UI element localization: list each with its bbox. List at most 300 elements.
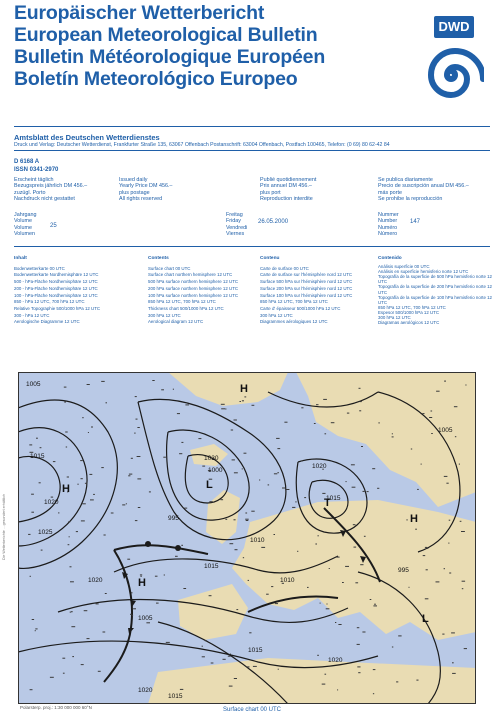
title-fr: Bulletin Météorologique Européen	[14, 46, 326, 68]
station-plot-mark	[360, 401, 362, 402]
station-plot-mark	[359, 410, 361, 411]
station-plot-mark	[454, 406, 458, 407]
station-plot-mark	[132, 615, 133, 616]
station-plot-mark	[455, 436, 456, 437]
spiral-logo-icon	[418, 42, 484, 108]
contents-item: Surface 500 hPa sur l'hémisphère nord 12 UTC	[260, 279, 353, 285]
station-plot-mark	[35, 630, 36, 631]
isobar-label: 1005	[26, 381, 41, 388]
station-plot-mark	[297, 551, 298, 552]
station-plot-mark	[126, 503, 127, 504]
station-plot-mark	[84, 610, 88, 611]
station-plot-mark	[101, 467, 104, 468]
station-plot-mark	[295, 501, 296, 502]
station-plot-mark	[284, 422, 287, 423]
station-plot-mark	[131, 592, 133, 593]
contents-heading: Contents	[148, 256, 169, 261]
station-plot-mark	[81, 478, 83, 479]
station-plot-mark	[30, 689, 33, 690]
station-plot-mark	[240, 401, 241, 402]
station-plot-mark	[31, 494, 34, 495]
station-plot-mark	[374, 604, 376, 605]
projection-note: Polarsterp. proj.: 1:30 000 000 60°N	[20, 705, 92, 710]
station-plot-mark	[251, 511, 254, 512]
contents-item: Relative Topographie 500/1000 hPa 12 UTC	[14, 305, 101, 311]
station-plot-mark	[249, 632, 251, 633]
station-plot-mark	[87, 638, 90, 639]
contents-item: Aerological diagram 12 UTC	[148, 319, 204, 325]
station-plot-mark	[231, 430, 233, 431]
station-plot-mark	[71, 611, 73, 612]
station-plot-mark	[175, 556, 178, 557]
isobar-label: 1030	[204, 455, 219, 462]
station-plot-mark	[82, 417, 84, 418]
volume-value: 25	[50, 223, 57, 229]
station-plot-mark	[105, 593, 107, 594]
station-plot-mark	[292, 507, 295, 508]
station-plot-mark	[274, 473, 277, 474]
contents-item: 300 - hPa 12 UTC	[14, 312, 50, 318]
dwd-logo	[416, 8, 486, 108]
station-plot-mark	[155, 576, 158, 577]
station-plot-mark	[449, 573, 451, 574]
station-plot-mark	[304, 497, 306, 498]
station-plot-mark	[246, 520, 249, 521]
station-plot-mark	[50, 677, 54, 678]
weather-map-svg	[18, 372, 476, 704]
station-plot-mark	[342, 582, 344, 583]
contents-item: 500 hPa surface northern hemisphere 12 UTC	[148, 279, 239, 285]
station-plot-mark	[62, 658, 65, 659]
station-plot-mark	[137, 478, 141, 479]
station-plot-mark	[131, 458, 133, 459]
station-plot-mark	[431, 411, 433, 412]
station-plot-mark	[140, 574, 142, 575]
contents-item: Thickness chart 500/1000 hPa 12 UTC	[148, 305, 224, 311]
station-plot-mark	[337, 689, 338, 690]
station-plot-mark	[234, 678, 237, 679]
station-plot-mark	[221, 408, 225, 409]
subscription-es: Se publica diariamente Precio de suscripción anual DM 456.– más porte Se prohibe la reproducción	[378, 177, 469, 203]
station-plot-mark	[64, 387, 67, 388]
contents-item: 850 hPa 12 UTC, 700 hPa 12 UTC	[260, 299, 328, 305]
station-plot-mark	[29, 444, 32, 445]
contents-item: 850 - hPa 12 UTC, 700 hPa 12 UTC	[14, 299, 85, 305]
station-plot-mark	[181, 545, 183, 546]
volume-labels: Jahrgang Volume Volume Volumen	[14, 212, 37, 238]
high-pressure-symbol: H	[138, 577, 146, 589]
station-plot-mark	[261, 547, 265, 548]
station-plot-mark	[316, 404, 319, 405]
station-plot-mark	[425, 598, 429, 599]
station-plot-mark	[449, 520, 451, 521]
station-plot-mark	[134, 433, 135, 434]
station-plot-mark	[378, 422, 379, 423]
station-plot-mark	[234, 420, 237, 421]
contents-column-de	[14, 256, 126, 326]
station-plot-mark	[259, 480, 260, 481]
station-plot-mark	[234, 472, 238, 473]
station-plot-mark	[129, 474, 132, 475]
station-plot-mark	[135, 520, 138, 521]
station-plot-mark	[358, 672, 360, 673]
station-plot-mark	[327, 604, 328, 605]
isobar-label: 995	[398, 567, 409, 574]
contents-column-es	[378, 256, 494, 325]
station-plot-mark	[353, 524, 356, 525]
station-plot-mark	[87, 384, 90, 385]
isobar-label: 1020	[88, 577, 103, 584]
station-plot-mark	[88, 432, 89, 433]
station-plot-mark	[247, 666, 250, 667]
station-plot-mark	[429, 417, 432, 418]
header-rule	[14, 126, 490, 127]
station-plot-mark	[68, 521, 70, 522]
station-plot-mark	[70, 581, 74, 582]
dwd-logo-text: DWD	[434, 16, 474, 38]
station-plot-mark	[161, 389, 164, 390]
document-number: D 6168 A	[14, 159, 40, 165]
station-plot-mark	[180, 689, 183, 690]
station-plot-mark	[355, 582, 358, 583]
isobar-label: 1015	[30, 453, 45, 460]
contents-rule	[14, 246, 490, 247]
contents-item: 300 hPa 12 UTC	[378, 315, 411, 321]
station-plot-mark	[101, 381, 105, 382]
station-plot-mark	[104, 535, 106, 536]
subscription-fr: Publié quotidiennement Prix annuel DM 456.– plus port Reproduction interdite	[260, 177, 317, 203]
contents-item: Aerologische Diagramme 12 UTC	[14, 319, 80, 325]
station-plot-mark	[242, 400, 244, 401]
isobar-label: 995	[168, 515, 179, 522]
contents-item: Surface 200 hPa sur l'hémisphère nord 12 UTC	[260, 285, 353, 291]
station-plot-mark	[93, 494, 95, 495]
station-plot-mark	[462, 588, 464, 589]
station-plot-mark	[58, 512, 59, 513]
document-number-block	[14, 158, 58, 174]
station-plot-mark	[106, 402, 108, 403]
station-plot-mark	[221, 499, 224, 500]
contents-item: 300 hPa 12 UTC	[148, 312, 181, 318]
station-plot-mark	[70, 566, 72, 567]
station-plot-mark	[209, 595, 212, 596]
station-plot-mark	[229, 686, 233, 687]
station-plot-mark	[85, 483, 88, 484]
station-plot-mark	[461, 531, 465, 532]
station-plot-mark	[138, 507, 141, 508]
station-plot-mark	[91, 427, 93, 428]
warm-front-semicircle	[175, 545, 181, 551]
contents-item: Bodenwetterkarte Nordhemisphäre 12 UTC	[14, 272, 99, 278]
station-plot-mark	[336, 557, 339, 558]
subscription-de: Erscheint täglich Bezugspreis jährlich DM 456.– zuzügl. Porto Nachdruck nicht gestattet	[14, 177, 88, 203]
station-plot-mark	[64, 402, 66, 403]
station-plot-mark	[427, 548, 429, 549]
station-plot-mark	[357, 627, 360, 628]
station-plot-mark	[331, 422, 335, 423]
contents-item: Topografía de la superficie de 100 hPa hemisferio norte 12 UTC	[378, 294, 492, 305]
contents-item: 200 - hPa-Fläche Nordhemisphäre 12 UTC	[14, 285, 98, 291]
station-plot-mark	[396, 681, 398, 682]
station-plot-mark	[335, 622, 336, 623]
station-plot-mark	[301, 407, 303, 408]
station-plot-mark	[301, 460, 303, 461]
station-plot-mark	[278, 669, 279, 670]
isobar-label: 1020	[138, 687, 153, 694]
station-plot-mark	[326, 608, 330, 609]
isobar-label: 1010	[280, 577, 295, 584]
station-plot-mark	[235, 549, 238, 550]
station-plot-mark	[63, 673, 65, 674]
weekday-labels: Freitag Friday Vendredi Viernes	[226, 212, 248, 238]
station-plot-mark	[67, 477, 69, 478]
title-en: European Meteorological Bulletin	[14, 24, 318, 46]
station-plot-mark	[209, 501, 212, 502]
station-plot-mark	[252, 405, 255, 406]
station-plot-mark	[415, 529, 417, 530]
station-plot-mark	[425, 547, 427, 548]
station-plot-mark	[230, 654, 231, 655]
station-plot-mark	[422, 413, 424, 414]
station-plot-mark	[345, 566, 349, 567]
station-plot-mark	[128, 475, 130, 476]
station-plot-mark	[359, 388, 361, 389]
station-plot-mark	[322, 684, 326, 685]
station-plot-mark	[364, 536, 366, 537]
contents-item: Análisis superficie 00 UTC	[378, 264, 430, 270]
contents-item: Surface chart northern hemisphere 12 UTC	[148, 272, 233, 278]
station-plot-mark	[329, 568, 330, 569]
side-note: Die Wetterberichte ... gesondert erhältlich	[2, 493, 6, 560]
low-pressure-symbol: L	[206, 479, 213, 491]
contents-item: 200 hPa surface northern hemisphere 12 UTC	[148, 285, 239, 291]
station-plot-mark	[156, 603, 159, 604]
station-plot-mark	[322, 493, 325, 494]
station-plot-mark	[228, 656, 231, 657]
low-pressure-symbol: L	[422, 613, 429, 625]
contents-item: Espesor 500/1000 hPa 12 UTC	[378, 309, 440, 315]
isobar-label: 1020	[312, 463, 327, 470]
station-plot-mark	[352, 487, 356, 488]
station-plot-mark	[325, 433, 327, 434]
station-plot-mark	[221, 404, 225, 405]
station-plot-mark	[232, 459, 235, 460]
station-plot-mark	[462, 581, 466, 582]
contents-item: 300 hPa 12 UTC	[260, 312, 293, 318]
station-plot-mark	[323, 399, 327, 400]
contents-item: Surface chart 00 UTC	[148, 265, 191, 271]
contents-item: 100 - hPa-Fläche Nordhemisphäre 12 UTC	[14, 292, 98, 298]
station-plot-mark	[40, 447, 42, 448]
station-plot-mark	[357, 666, 360, 667]
contents-item: Topografía de la superficie de 500 hPa hemisferio norte 12 UTC	[378, 274, 492, 285]
station-plot-mark	[392, 647, 393, 648]
isobar-label: 1000	[208, 467, 223, 474]
station-plot-mark	[274, 534, 276, 535]
station-plot-mark	[81, 520, 85, 521]
station-plot-mark	[452, 673, 456, 674]
title-de: Europäischer Wetterbericht	[14, 2, 265, 24]
isobar-label: 1020	[328, 657, 343, 664]
station-plot-mark	[245, 519, 249, 520]
station-plot-mark	[275, 603, 278, 604]
station-plot-mark	[338, 624, 341, 625]
station-plot-mark	[77, 484, 78, 485]
station-plot-mark	[244, 453, 247, 454]
isobar-label: 1015	[204, 563, 219, 570]
station-plot-mark	[277, 472, 279, 473]
station-plot-mark	[276, 438, 280, 439]
station-plot-mark	[51, 497, 53, 498]
station-plot-mark	[442, 634, 444, 635]
high-pressure-symbol: H	[410, 513, 418, 525]
contents-item: 850 hPa 12 UTC, 700 hPa 12 UTC	[148, 299, 216, 305]
station-plot-mark	[184, 508, 187, 509]
station-plot-mark	[68, 544, 70, 545]
station-plot-mark	[370, 599, 372, 600]
station-plot-mark	[444, 381, 446, 382]
station-plot-mark	[90, 499, 94, 500]
contents-item: Carte d' épaisseur 500/1000 hPa 12 UTC	[260, 305, 341, 311]
contents-item: Carte de surface 00 UTC	[260, 265, 309, 271]
station-plot-mark	[225, 409, 226, 410]
station-plot-mark	[465, 385, 466, 386]
bulletin-titles	[14, 2, 414, 90]
map-caption: Surface chart 00 UTC	[222, 707, 282, 713]
station-plot-mark	[372, 468, 375, 469]
station-plot-mark	[28, 534, 30, 535]
station-plot-mark	[444, 476, 448, 477]
issue-number: 147	[410, 219, 421, 225]
station-plot-mark	[181, 442, 183, 443]
station-plot-mark	[362, 632, 365, 633]
station-plot-mark	[377, 488, 379, 489]
station-plot-mark	[41, 550, 43, 551]
isobar-label: 1015	[248, 647, 263, 654]
station-plot-mark	[248, 580, 249, 581]
station-plot-mark	[163, 457, 166, 458]
station-plot-mark	[149, 491, 151, 492]
station-plot-mark	[373, 693, 374, 694]
station-plot-mark	[111, 513, 114, 514]
station-plot-mark	[223, 659, 226, 660]
warm-front-semicircle	[145, 541, 151, 547]
contents-item: Bodenwetterkarte 00 UTC	[14, 265, 65, 271]
station-plot-mark	[411, 449, 412, 450]
station-plot-mark	[307, 587, 309, 588]
station-plot-mark	[346, 481, 347, 482]
station-plot-mark	[177, 413, 180, 414]
station-plot-mark	[436, 391, 440, 392]
station-plot-mark	[242, 468, 243, 469]
station-plot-mark	[127, 559, 130, 560]
station-plot-mark	[314, 423, 316, 424]
station-plot-mark	[137, 456, 141, 457]
station-plot-mark	[431, 433, 433, 434]
isobar-label: 1005	[438, 427, 453, 434]
isobar-label: 1015	[326, 495, 341, 502]
station-plot-mark	[451, 632, 455, 633]
station-plot-mark	[243, 557, 244, 558]
station-plot-mark	[406, 519, 407, 520]
station-plot-mark	[35, 628, 37, 629]
station-plot-mark	[80, 460, 82, 461]
station-plot-mark	[287, 489, 290, 490]
station-plot-mark	[320, 603, 321, 604]
station-plot-mark	[436, 581, 440, 582]
station-plot-mark	[460, 521, 462, 522]
station-plot-mark	[39, 482, 41, 483]
station-plot-mark	[361, 446, 363, 447]
station-plot-mark	[164, 575, 165, 576]
station-plot-mark	[416, 680, 418, 681]
station-plot-mark	[185, 404, 189, 405]
station-plot-mark	[202, 466, 205, 467]
station-plot-mark	[183, 588, 186, 589]
station-plot-mark	[357, 644, 360, 645]
station-plot-mark	[266, 594, 269, 595]
title-es: Boletín Meteorológico Europeo	[14, 68, 298, 90]
station-plot-mark	[152, 380, 154, 381]
station-plot-mark	[69, 536, 70, 537]
station-plot-mark	[271, 586, 273, 587]
station-plot-mark	[32, 619, 34, 620]
station-plot-mark	[423, 555, 426, 556]
station-plot-mark	[30, 576, 31, 577]
station-plot-mark	[198, 438, 201, 439]
station-plot-mark	[244, 396, 246, 397]
issue-date: 26.05.2000	[258, 219, 289, 225]
station-plot-mark	[66, 447, 67, 448]
contents-column-fr	[260, 256, 372, 326]
station-plot-mark	[398, 635, 401, 636]
station-plot-mark	[409, 587, 410, 588]
contents-item: Análisis en superficie hemisferio norte 12 UTC	[378, 269, 469, 275]
station-plot-mark	[137, 427, 139, 428]
issuer-line: Amtsblatt des Deutschen Wetterdienstes	[14, 133, 160, 142]
station-plot-mark	[202, 646, 203, 647]
station-plot-mark	[282, 488, 286, 489]
contents-item: Topografía de la superficie de 200 hPa hemisferio norte 12 UTC	[378, 284, 492, 295]
station-plot-mark	[444, 568, 445, 569]
station-plot-mark	[373, 605, 377, 606]
station-plot-mark	[245, 513, 247, 514]
station-plot-mark	[448, 543, 449, 544]
station-plot-mark	[315, 544, 317, 545]
issn: ISSN 0341-2970	[14, 167, 59, 173]
station-plot-mark	[277, 448, 280, 449]
station-plot-mark	[76, 531, 78, 532]
station-plot-mark	[464, 648, 467, 649]
station-plot-mark	[318, 535, 319, 536]
station-plot-mark	[65, 432, 68, 433]
isobar-label: 1015	[168, 693, 183, 700]
contents-item: Carte de surface sur l'hémisphère nord 12 UTC	[260, 272, 353, 278]
station-plot-mark	[230, 543, 234, 544]
address-rule	[14, 150, 490, 151]
station-plot-mark	[53, 461, 56, 462]
station-plot-mark	[459, 464, 460, 465]
station-plot-mark	[236, 609, 238, 610]
contents-heading: Contenido	[378, 256, 402, 261]
station-plot-mark	[71, 626, 75, 627]
station-plot-mark	[173, 389, 174, 390]
station-plot-mark	[96, 603, 99, 604]
station-plot-mark	[202, 656, 205, 657]
isobar-label: 1005	[138, 615, 153, 622]
contents-item: 850 hPa 12 UTC, 700 hPa 12 UTC	[378, 304, 446, 310]
high-pressure-symbol: H	[62, 483, 70, 495]
